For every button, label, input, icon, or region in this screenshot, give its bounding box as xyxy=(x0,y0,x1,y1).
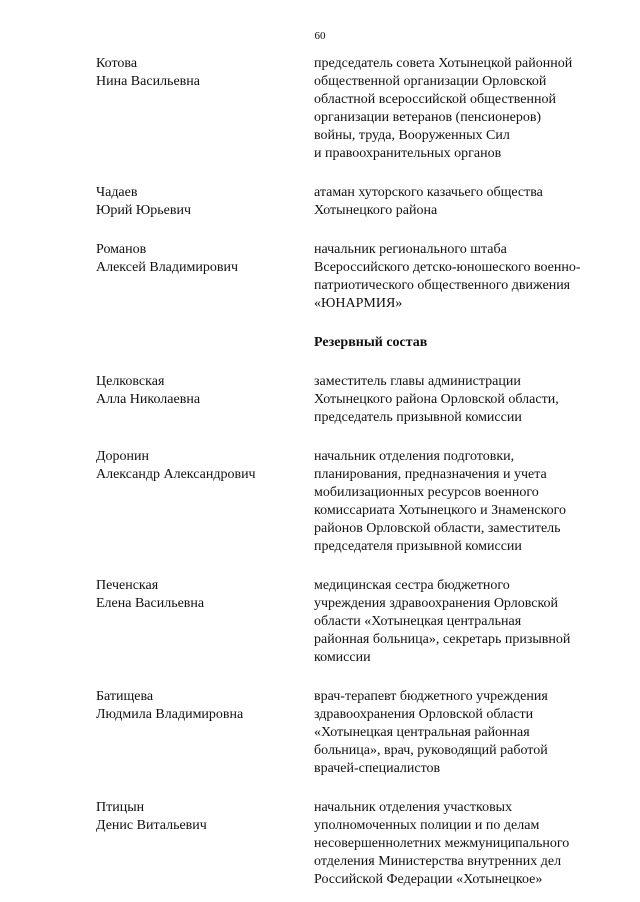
member-surname: Чадаев xyxy=(96,185,138,200)
member-role xyxy=(314,55,604,163)
member-role xyxy=(314,448,604,556)
role-line: «ЮНАРМИЯ» xyxy=(314,296,403,311)
reserve-entry xyxy=(96,688,596,778)
role-line: Всероссийского детско-юношеского военно- xyxy=(314,260,581,275)
role-line: врач-терапевт бюджетного учреждения xyxy=(314,689,548,704)
member-given-name: Людмила Владимировна xyxy=(96,707,244,722)
member-surname: Печенская xyxy=(96,578,159,593)
member-surname: Целковская xyxy=(96,374,165,389)
member-given-name: Александр Александрович xyxy=(96,467,256,482)
role-line: медицинская сестра бюджетного xyxy=(314,578,510,593)
member-entry xyxy=(96,241,596,313)
role-line: планирования, предназначения и учета xyxy=(314,467,547,482)
member-surname: Птицын xyxy=(96,800,145,815)
role-line: мобилизационных ресурсов военного xyxy=(314,485,539,500)
member-given-name: Алексей Владимирович xyxy=(96,260,239,275)
member-name xyxy=(96,184,314,220)
member-surname: Батищева xyxy=(96,689,154,704)
role-line: Хотынецкого района Орловской области, xyxy=(314,392,559,407)
role-line: начальник регионального штаба xyxy=(314,242,507,257)
role-line: области «Хотынецкая центральная xyxy=(314,614,522,629)
role-line: председатель совета Хотынецкой районной xyxy=(314,56,573,71)
member-given-name: Елена Васильевна xyxy=(96,596,205,611)
role-line: районная больница», секретарь призывной xyxy=(314,632,571,647)
role-line: комиссии xyxy=(314,650,371,665)
reserve-entry xyxy=(96,799,596,889)
role-line: врачей-специалистов xyxy=(314,761,441,776)
member-name xyxy=(96,799,314,889)
role-line: учреждения здравоохранения Орловской xyxy=(314,596,559,611)
role-line: заместитель главы администрации xyxy=(314,374,521,389)
member-name xyxy=(96,577,314,667)
member-surname: Котова xyxy=(96,56,138,71)
document-body xyxy=(96,55,596,889)
member-role xyxy=(314,799,604,889)
member-entry xyxy=(96,55,596,163)
role-line: районов Орловской области, заместитель xyxy=(314,521,561,536)
member-name xyxy=(96,241,314,313)
role-line: начальник отделения подготовки, xyxy=(314,449,515,464)
section-heading-reserve: Резервный состав xyxy=(314,335,428,350)
member-role xyxy=(314,241,604,313)
role-line: областной всероссийской общественной xyxy=(314,92,556,107)
role-line: войны, труда, Вооруженных Сил xyxy=(314,128,510,143)
member-surname: Романов xyxy=(96,242,147,257)
member-name xyxy=(96,688,314,778)
role-line: комиссариата Хотынецкого и Знаменского xyxy=(314,503,567,518)
role-line: Российской Федерации «Хотынецкое» xyxy=(314,872,543,887)
role-line: несовершеннолетних межмуниципального xyxy=(314,836,570,851)
role-line: атаман хуторского казачьего общества xyxy=(314,185,543,200)
role-line: организации ветеранов (пенсионеров) xyxy=(314,110,542,125)
member-entry xyxy=(96,184,596,220)
role-line: председателя призывной комиссии xyxy=(314,539,522,554)
role-line: здравоохранения Орловской области xyxy=(314,707,534,722)
member-given-name: Нина Васильевна xyxy=(96,74,200,89)
reserve-entry xyxy=(96,448,596,556)
member-role xyxy=(314,373,604,427)
member-role xyxy=(314,577,604,667)
page-number: 60 xyxy=(314,30,326,42)
role-line: председатель призывной комиссии xyxy=(314,410,522,425)
role-line: начальник отделения участковых xyxy=(314,800,513,815)
role-line: и правоохранительных органов xyxy=(314,146,502,161)
member-name xyxy=(96,373,314,427)
role-line: патриотического общественного движения xyxy=(314,278,571,293)
role-line: Хотынецкого района xyxy=(314,203,438,218)
member-surname: Доронин xyxy=(96,449,150,464)
reserve-entry xyxy=(96,373,596,427)
member-given-name: Юрий Юрьевич xyxy=(96,203,192,218)
role-line: отделения Министерства внутренних дел xyxy=(314,854,562,869)
role-line: «Хотынецкая центральная районная xyxy=(314,725,530,740)
member-role xyxy=(314,184,604,220)
role-line: уполномоченных полиции и по делам xyxy=(314,818,540,833)
member-given-name: Алла Николаевна xyxy=(96,392,201,407)
role-line: больница», врач, руководящий работой xyxy=(314,743,548,758)
member-given-name: Денис Витальевич xyxy=(96,818,207,833)
reserve-entry xyxy=(96,577,596,667)
member-name xyxy=(96,448,314,556)
member-role xyxy=(314,688,604,778)
member-name xyxy=(96,55,314,163)
role-line: общественной организации Орловской xyxy=(314,74,547,89)
